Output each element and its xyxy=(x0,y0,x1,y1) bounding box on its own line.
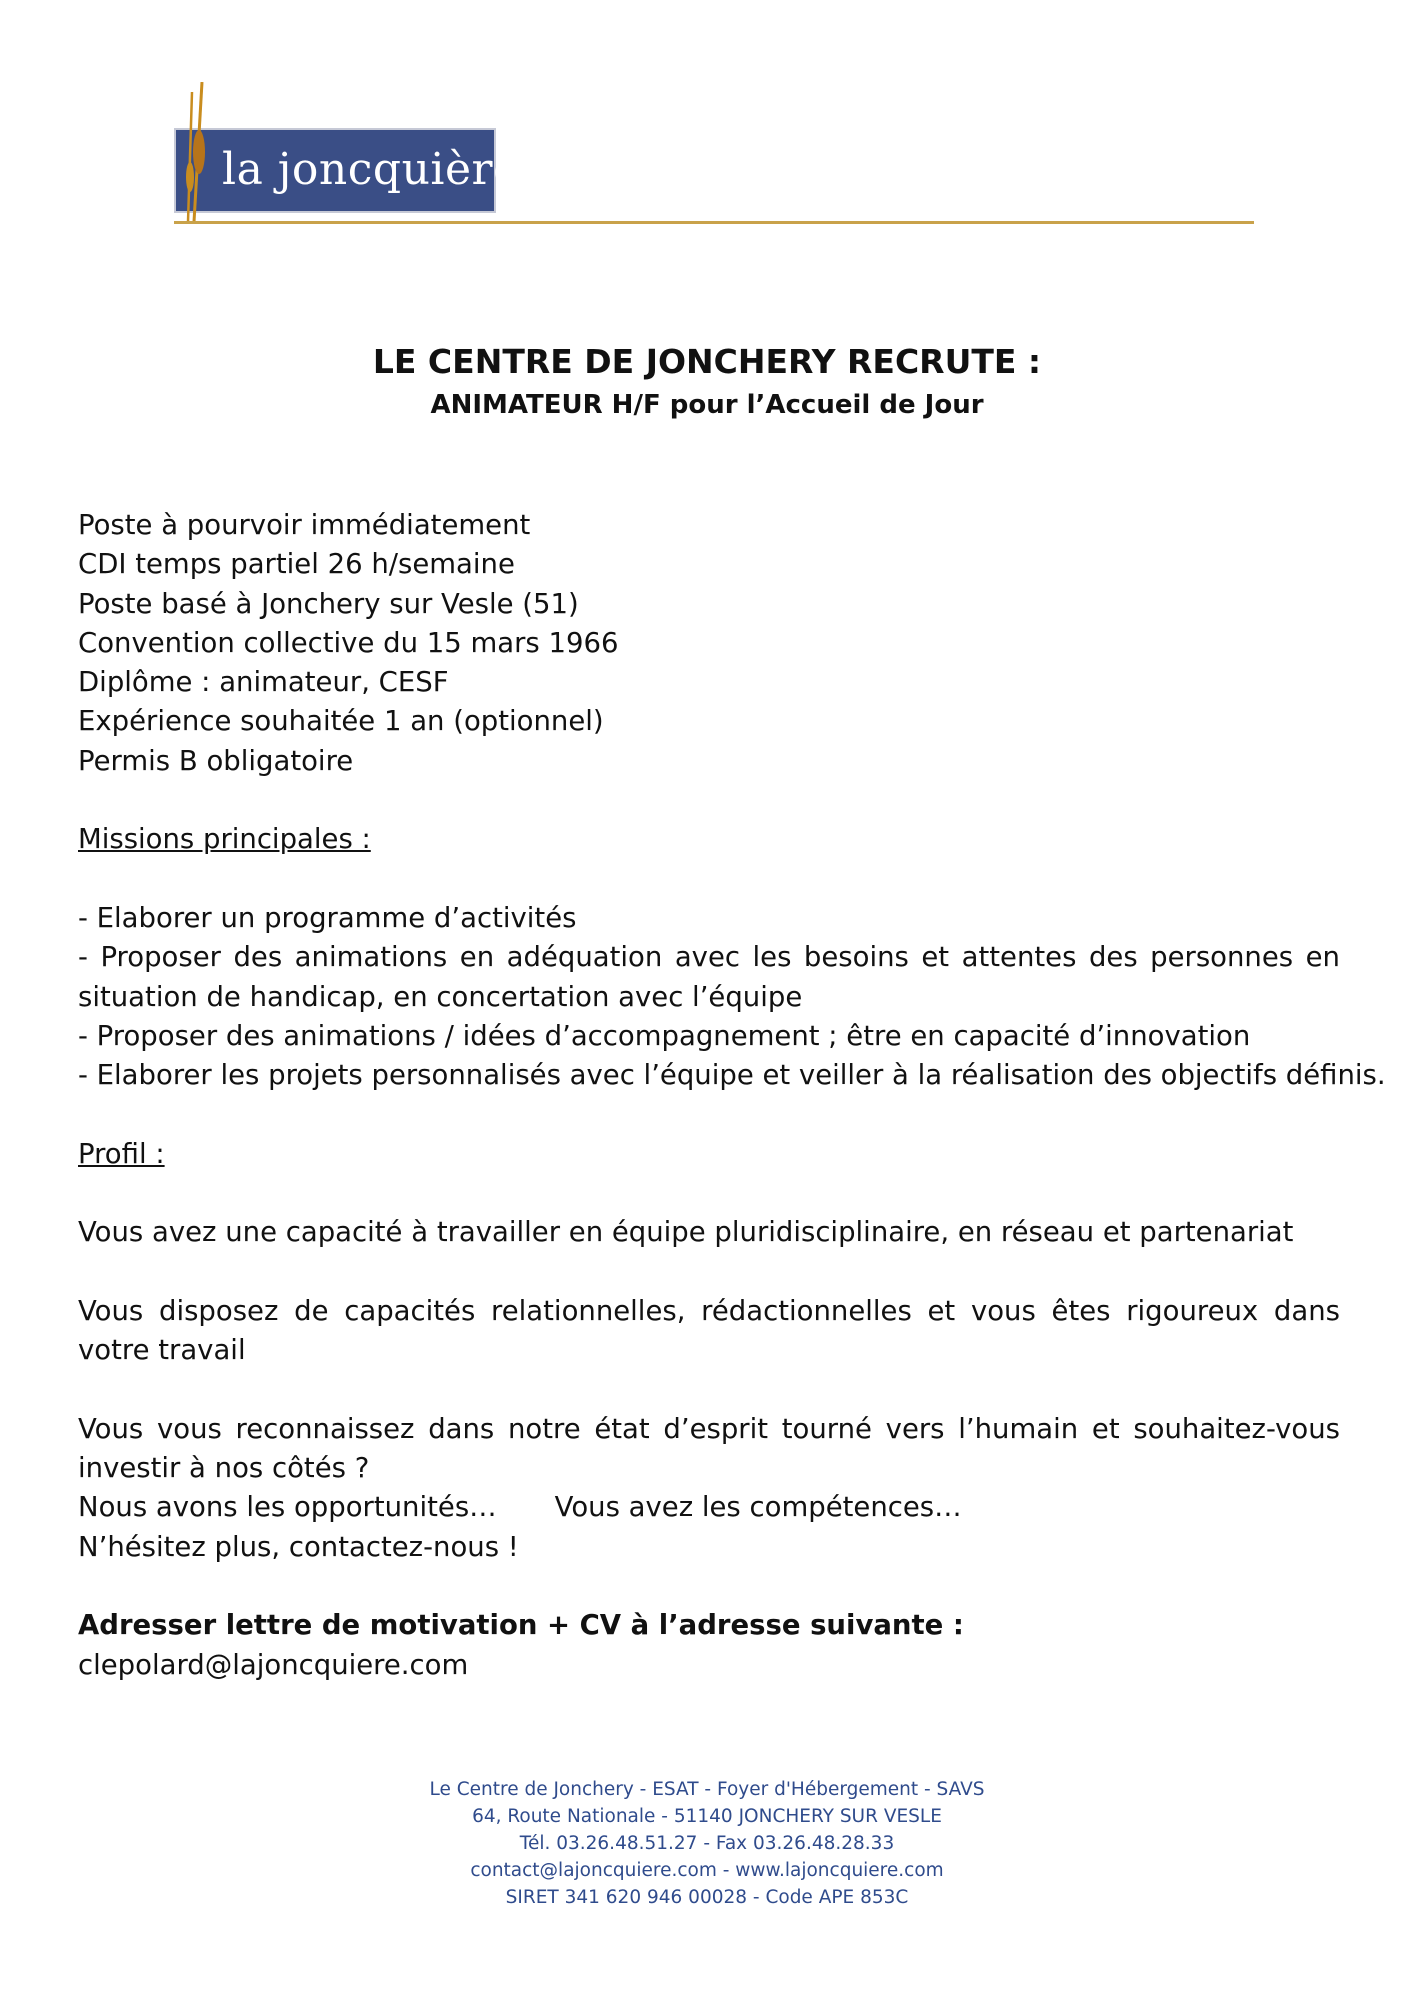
detail-line: Expérience souhaitée 1 an (optionnel) xyxy=(78,705,604,738)
profil-paragraph: N’hésitez plus, contactez-nous ! xyxy=(78,1530,519,1563)
detail-line: Diplôme : animateur, CESF xyxy=(78,666,449,699)
profil-heading: Profil : xyxy=(78,1137,165,1170)
header-rule xyxy=(174,221,1254,224)
job-offer-body xyxy=(78,506,1386,1685)
detail-line: CDI temps partiel 26 h/semaine xyxy=(78,548,515,581)
detail-line: Permis B obligatoire xyxy=(78,744,354,777)
detail-line: Convention collective du 15 mars 1966 xyxy=(78,626,619,659)
skills-text: Vous avez les compétences… xyxy=(554,1491,962,1524)
mission-item: - Elaborer un programme d’activités xyxy=(78,901,577,934)
footer-line: Tél. 03.26.48.51.27 - Fax 03.26.48.28.33 xyxy=(519,1833,895,1854)
missions-heading: Missions principales : xyxy=(78,823,371,856)
apply-email[interactable]: clepolard@lajoncquiere.com xyxy=(78,1648,469,1681)
page-title: LE CENTRE DE JONCHERY RECRUTE : xyxy=(372,342,1042,381)
page-subtitle: ANIMATEUR H/F pour l’Accueil de Jour xyxy=(430,390,984,420)
mission-item: - Proposer des animations en adéquation avec les besoins et attentes des personnes en situation de handicap, en concertation avec l’équipe xyxy=(78,941,1340,1013)
logo xyxy=(174,128,520,213)
footer-line: Le Centre de Jonchery - ESAT - Foyer d'Hébergement - SAVS xyxy=(429,1779,985,1800)
footer xyxy=(0,1776,1414,1911)
detail-line: Poste basé à Jonchery sur Vesle (51) xyxy=(78,587,579,620)
profil-paragraph: Vous vous reconnaissez dans notre état d’esprit tourné vers l’humain et souhaitez-vous investir à nos côtés ? xyxy=(78,1412,1340,1485)
profil-paragraph xyxy=(78,1488,1340,1527)
mission-item: - Elaborer les projets personnalisés avec l’équipe et veiller à la réalisation des objectifs définis. xyxy=(78,1059,1386,1092)
opportunities-text: Nous avons les opportunités… xyxy=(78,1491,497,1524)
profil-paragraph: Vous avez une capacité à travailler en équipe pluridisciplinaire, en réseau et partenariat xyxy=(78,1216,1294,1249)
reed-icon xyxy=(180,82,220,222)
mission-item: - Proposer des animations / idées d’accompagnement ; être en capacité d’innovation xyxy=(78,1019,1251,1052)
footer-line: 64, Route Nationale - 51140 JONCHERY SUR VESLE xyxy=(472,1806,942,1827)
apply-label: Adresser lettre de motivation + CV à l’adresse suivante : xyxy=(78,1609,964,1642)
detail-line: Poste à pourvoir immédiatement xyxy=(78,509,531,541)
footer-line: SIRET 341 620 946 00028 - Code APE 853C xyxy=(505,1887,909,1908)
footer-line[interactable]: contact@lajoncquiere.com - www.lajoncquiere.com xyxy=(470,1860,944,1881)
profil-paragraph: Vous disposez de capacités relationnelles, rédactionnelles et vous êtes rigoureux dans votre travail xyxy=(78,1294,1340,1367)
logo-text: la joncquière xyxy=(222,144,520,195)
